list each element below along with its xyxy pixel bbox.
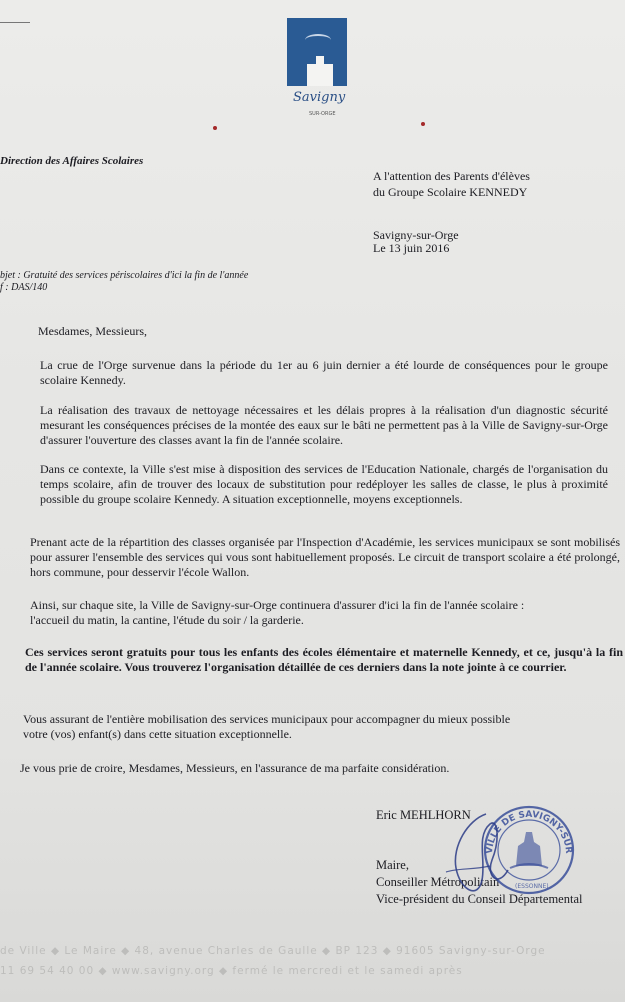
signatory-title-1: Maire, xyxy=(376,858,409,872)
red-dot xyxy=(213,126,217,130)
handwritten-signature xyxy=(438,810,518,905)
paragraph-5-line-1: Ainsi, sur chaque site, la Ville de Savigny-sur-Orge continuera d'assurer d'ici la fin de l'année scolaire : xyxy=(30,598,525,612)
logo-emblem xyxy=(287,18,347,86)
department-name: Direction des Affaires Scolaires xyxy=(0,155,144,167)
paragraph-4: Prenant acte de la répartition des classes organisée par l'Inspection d'Académie, les services municipaux se sont mobilisés pour assurer l'ensemble des services qui vous sont habituellement proposés. Le circuit de transport scolaire a été prolongé, hors commune, pour desservir l'école Wallon. xyxy=(30,535,620,579)
closing-sentence: Je vous prie de croire, Mesdames, Messieurs, en l'assurance de ma parfaite considération. xyxy=(20,761,450,775)
top-rule xyxy=(0,22,30,23)
paragraph-5-line-2: l'accueil du matin, la cantine, l'étude du soir / la garderie. xyxy=(30,613,304,627)
savigny-logo xyxy=(287,18,347,126)
recipient-line-1: A l'attention des Parents d'élèves xyxy=(373,169,530,183)
paragraph-7-line-1: Vous assurant de l'entière mobilisation des services municipaux pour accompagner du mieux possible xyxy=(23,712,511,726)
paragraph-3: Dans ce contexte, la Ville s'est mise à disposition des services de l'Education Nationale, chargés de l'organisation du temps scolaire, afin de trouver des locaux de substitution pour redéployer les salles de classe, le plus à proximité possible du groupe scolaire Kennedy. A situation exceptionnelle, moyens exceptionnels. xyxy=(40,462,608,506)
letter-object: bjet : Gratuité des services périscolaires d'ici la fin de l'année xyxy=(0,270,249,281)
letter-reference: f : DAS/140 xyxy=(0,282,48,293)
paragraph-2: La réalisation des travaux de nettoyage nécessaires et les délais propres à la réalisation d'un diagnostic sécurité mesurant les conséquences précises de la montée des eaux sur le bâti ne permettent pas à la Ville de Savigny-sur-Orge d'assurer l'ouverture des classes avant la fin de l'année scolaire. xyxy=(40,403,608,447)
svg-text:VILLE DE SAVIGNY-SUR-ORGE: VILLE DE SAVIGNY-SUR xyxy=(484,809,574,855)
footer-contact: 11 69 54 40 00 ◆ www.savigny.org ◆ fermé le mercredi et le samedi après xyxy=(0,965,463,977)
recipient-line-2: du Groupe Scolaire KENNEDY xyxy=(373,185,528,199)
signatory-name: Eric MEHLHORN xyxy=(376,808,471,822)
paragraph-7-line-2: votre (vos) enfant(s) dans cette situation exceptionnelle. xyxy=(23,727,292,741)
place: Savigny-sur-Orge xyxy=(373,228,459,242)
letter-date: Le 13 juin 2016 xyxy=(373,241,450,255)
svg-text:(ESSONNE): (ESSONNE) xyxy=(515,883,549,890)
signatory-title-3: Vice-président du Conseil Départemental xyxy=(376,892,583,906)
red-dot xyxy=(421,122,425,126)
logo-subtext: SUR-ORGE xyxy=(309,111,336,117)
signatory-title-2: Conseiller Métropolitain xyxy=(376,875,500,889)
paragraph-1: La crue de l'Orge survenue dans la période du 1er au 6 juin dernier a été lourde de conséquences pour le groupe scolaire Kennedy. xyxy=(40,358,608,387)
footer-address: de Ville ◆ Le Maire ◆ 48, avenue Charles de Gaulle ◆ BP 123 ◆ 91605 Savigny-sur-Orge xyxy=(0,945,546,957)
paragraph-6: Ces services seront gratuits pour tous les enfants des écoles élémentaire et maternelle Kennedy, et ce, jusqu'à la fin de l'année scolaire. Vous trouverez l'organisation détaillée de ces derniers dans la note jointe à ce courrier. xyxy=(25,645,623,674)
salutation: Mesdames, Messieurs, xyxy=(38,324,147,338)
logo-text: Savigny xyxy=(293,90,346,105)
